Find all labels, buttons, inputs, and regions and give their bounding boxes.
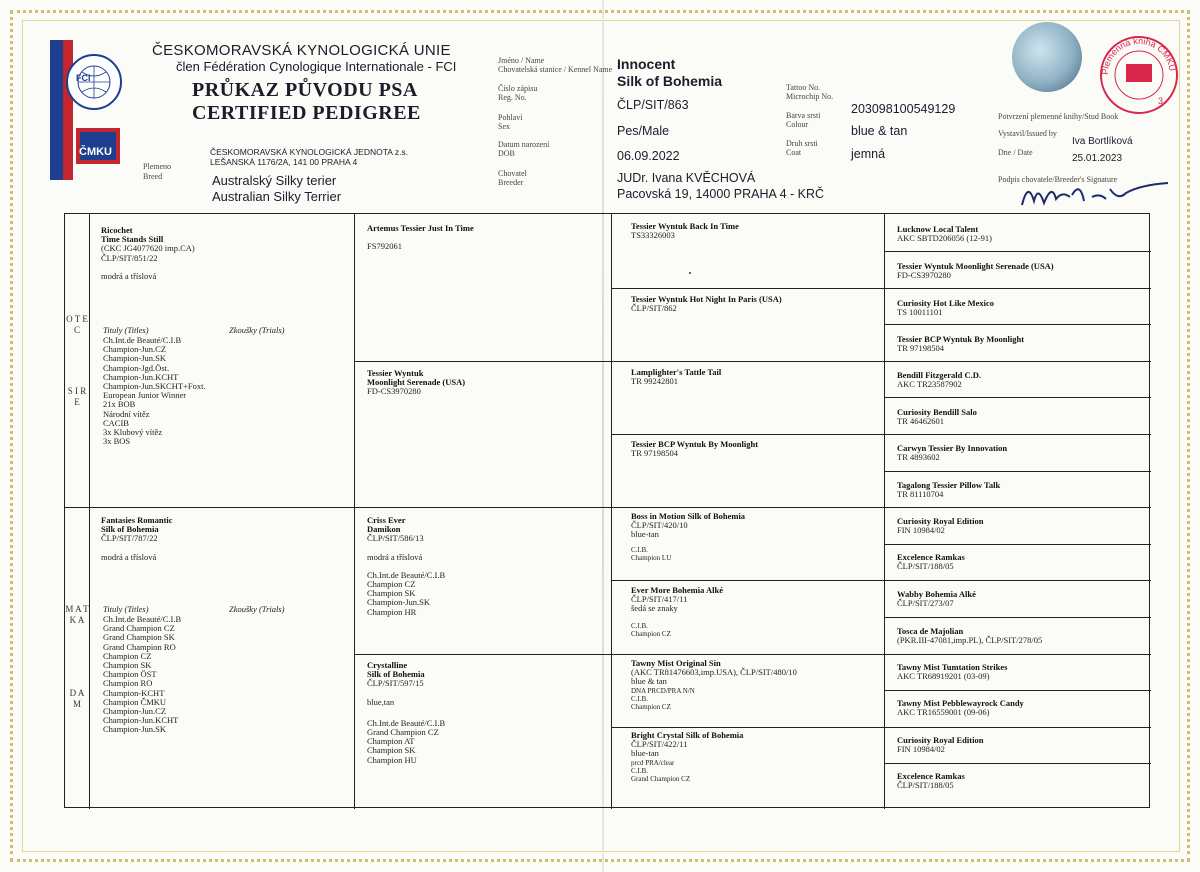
stamp-text: Plemenná kniha ČMKU xyxy=(1099,35,1178,76)
g4-reg: TR 4893602 xyxy=(897,452,940,463)
dam-title: Grand Champion RO xyxy=(103,641,176,652)
dam-cell xyxy=(101,516,173,562)
dam-title: Champion ČMKU xyxy=(103,696,167,707)
sire-side-cz: O T E C xyxy=(66,314,88,335)
sire-title: Champion-Jun.CZ xyxy=(103,344,167,355)
dam-title: Champion-Jun.KCHT xyxy=(103,715,179,726)
sire-title: Národní vítěz xyxy=(103,408,150,419)
g4-cell xyxy=(897,590,976,608)
grandsire-ss xyxy=(367,224,474,251)
title-cz: PRŮKAZ PŮVODU PSA xyxy=(192,79,418,101)
g4-cell xyxy=(897,553,965,571)
dam-title: Champion RO xyxy=(103,678,153,689)
breeder-label-en: Breeder xyxy=(498,178,524,187)
g4-cell xyxy=(897,335,1024,353)
g4-reg: AKC TR16559001 (09-06) xyxy=(897,707,990,718)
date-label: Dne / Date xyxy=(998,148,1033,157)
g3-reg: TR 99242801 xyxy=(631,376,678,387)
g3-colour: blue & tan xyxy=(631,676,667,687)
kennel-label: Chovatelská stanice / Kennel Name xyxy=(498,65,613,74)
sire-titles-label: Tituly (Titles) xyxy=(103,325,149,335)
sire-cell xyxy=(101,226,195,281)
g3-reg: TR 97198504 xyxy=(631,448,678,459)
dob-label-en: DOB xyxy=(498,149,515,158)
breeder-label-cz: Chovatel xyxy=(498,169,527,178)
jednota-name: ČESKOMORAVSKÁ KYNOLOGICKÁ JEDNOTA z.s. xyxy=(210,147,409,157)
g3-name: Tessier Wyntuk Hot Night In Paris (USA) xyxy=(631,294,782,304)
g2-title: Champion HR xyxy=(367,606,417,617)
g3-cell xyxy=(631,659,797,711)
g2-title: Champion HU xyxy=(367,754,417,765)
g4-cell xyxy=(897,371,981,389)
sire-title: Champion-Jun.SK xyxy=(103,353,167,364)
g2-title: Ch.Int.de Beauté/C.I.B xyxy=(367,569,446,580)
coat-label-cz: Druh srsti xyxy=(786,139,818,148)
g3-name: Tessier Wyntuk Back In Time xyxy=(631,221,739,231)
g2-title: Grand Champion CZ xyxy=(367,727,439,738)
g4-cell xyxy=(897,699,1024,717)
g3-reg: ČLP/SIT/420/10 xyxy=(631,520,688,531)
g4-cell xyxy=(897,408,977,426)
reg-label-cz: Číslo zápisu xyxy=(498,84,538,93)
logo-fci-text: FCI xyxy=(76,73,91,83)
logo-cmku-text: ČMKU xyxy=(79,146,112,158)
dog-name-line2: Silk of Bohemia xyxy=(617,73,723,89)
dam-titles-list xyxy=(103,615,181,735)
g2-name: Damikon xyxy=(367,524,401,535)
g2-title: Champion-Jun.SK xyxy=(367,597,431,608)
dam-side-cz: M A T K A xyxy=(65,604,89,625)
g4-reg: ČLP/SIT/188/05 xyxy=(897,780,954,791)
dob-label-cz: Datum narození xyxy=(498,140,550,149)
dam-title: Champion ÖST xyxy=(103,669,157,680)
g3-title: C.I.B. xyxy=(631,694,648,703)
g4-reg: TR 46462601 xyxy=(897,416,944,427)
g3-reg: ČLP/SIT/862 xyxy=(631,303,677,314)
g4-name: Tessier BCP Wyntuk By Moonlight xyxy=(897,334,1025,344)
g4-reg: ČLP/SIT/273/07 xyxy=(897,598,954,609)
date-value: 25.01.2023 xyxy=(1072,153,1123,164)
dam-name-1: Fantasies Romantic xyxy=(101,515,173,525)
g3-title: C.I.B. xyxy=(631,766,648,775)
stamp-number: 3 xyxy=(1158,96,1164,106)
g4-reg: TR 97198504 xyxy=(897,343,944,354)
g3-cell xyxy=(631,295,782,313)
dam-title: Champion-KCHT xyxy=(103,687,165,698)
fci-cmku-logo-icon xyxy=(50,40,125,180)
g4-name: Wabby Bohemia Alké xyxy=(897,589,976,599)
pedigree-table xyxy=(64,213,1150,808)
sire-title: Champion-Jgd.Öst. xyxy=(103,362,170,373)
g4-cell xyxy=(897,225,992,243)
coat-label-en: Coat xyxy=(786,148,802,157)
g4-reg: FIN 10984/02 xyxy=(897,744,945,755)
g3-cell xyxy=(631,512,745,562)
g4-name: Curiosity Hot Like Mexico xyxy=(897,298,995,308)
breeder-signature-icon xyxy=(1000,175,1170,213)
g4-name: Tessier Wyntuk Moonlight Serenade (USA) xyxy=(897,261,1054,271)
dam-trials-label: Zkoušky (Trials) xyxy=(229,604,285,614)
g3-reg: ČLP/SIT/422/11 xyxy=(631,739,688,750)
mark-dot xyxy=(689,272,691,274)
sex-label-cz: Pohlaví xyxy=(498,113,523,122)
g4-reg: AKC TR68919201 (03-09) xyxy=(897,671,990,682)
g3-title: C.I.B. xyxy=(631,545,648,554)
sire-reg2: ČLP/SIT/851/22 xyxy=(101,252,158,263)
hologram-seal-icon xyxy=(1012,22,1082,92)
g4-name: Bendill Fitzgerald C.D. xyxy=(897,370,982,380)
dam-titles-label: Tituly (Titles) xyxy=(103,604,149,614)
g4-reg: (PKR.III-47081,imp.PL), ČLP/SIT/278/05 xyxy=(897,635,1043,646)
org-subtitle: člen Fédération Cynologique Internationale - FCI xyxy=(176,59,457,74)
sire-title: 3x BOS xyxy=(103,436,131,447)
g3-colour: blue-tan xyxy=(631,748,659,759)
g4-name: Tawny Mist Pebblewayrock Candy xyxy=(897,698,1024,708)
g2-name: Moonlight Serenade (USA) xyxy=(367,377,466,388)
sire-title: 3x Klubový vítěz xyxy=(103,427,163,438)
dam-side-en: D A M xyxy=(69,688,85,709)
g4-name: Excelence Ramkas xyxy=(897,552,965,562)
colour-value: blue & tan xyxy=(851,124,908,138)
org-name: ČESKOMORAVSKÁ KYNOLOGICKÁ UNIE xyxy=(152,42,451,59)
g4-cell xyxy=(897,736,983,754)
dam-title: Grand Champion SK xyxy=(103,632,175,643)
g2-name: Silk of Bohemia xyxy=(367,669,425,680)
g4-cell xyxy=(897,444,1007,462)
g4-cell xyxy=(897,481,1000,499)
breed-label-cz: Plemeno xyxy=(143,162,171,171)
issued-by-label: Vystavil/Issued by xyxy=(998,129,1057,138)
breeder-name: JUDr. Ivana KVĚCHOVÁ xyxy=(617,171,756,185)
g4-name: Curiosity Bendill Salo xyxy=(897,407,977,417)
g3-cell xyxy=(631,368,721,386)
g2-colour: modrá a tříslová xyxy=(367,551,423,562)
sire-colour: modrá a tříslová xyxy=(101,270,157,281)
sire-title: CACIB xyxy=(103,417,129,428)
studbook-stamp-icon xyxy=(1098,34,1180,116)
granddam-sd xyxy=(367,369,465,397)
g2-title: Champion CZ xyxy=(367,579,416,590)
g3-name: Ever More Bohemia Alké xyxy=(631,585,723,595)
g3-cell xyxy=(631,440,758,458)
g4-reg: AKC TR23587902 xyxy=(897,379,962,390)
g4-name: Curiosity Royal Edition xyxy=(897,735,984,745)
g4-reg: TS 10011101 xyxy=(897,307,943,318)
breed-cz: Australský Silky terier xyxy=(212,173,337,188)
g3-reg: ČLP/SIT/417/11 xyxy=(631,594,688,605)
breeder-address: Pacovská 19, 14000 PRAHA 4 - KRČ xyxy=(617,187,825,201)
logo-ring-text xyxy=(30,190,53,191)
g3-title: C.I.B. xyxy=(631,621,648,630)
jednota-address: LEŠANSKÁ 1176/2A, 141 00 PRAHA 4 xyxy=(210,157,358,167)
dam-title: Champion-Jun.SK xyxy=(103,724,167,735)
sire-title: Champion-Jun.SKCHT+Foxt. xyxy=(103,381,206,392)
g2-title: Champion SK xyxy=(367,588,416,599)
g3-title: Champion CZ xyxy=(631,629,671,638)
g2-name: Crystalline xyxy=(367,660,408,670)
colour-label-cz: Barva srsti xyxy=(786,111,821,120)
breed-en: Australian Silky Terrier xyxy=(212,189,342,204)
g4-cell xyxy=(897,517,983,535)
sex-label-en: Sex xyxy=(498,122,510,131)
dam-name-2: Silk of Bohemia xyxy=(101,524,159,535)
g3-reg: TS33326003 xyxy=(631,230,675,241)
g3-cell xyxy=(631,731,743,783)
sire-name-2: Time Stands Still xyxy=(101,234,164,245)
sire-trials-label: Zkoušky (Trials) xyxy=(229,325,285,335)
sex-value: Pes/Male xyxy=(617,124,670,138)
coat-value: jemná xyxy=(851,147,886,161)
breed-label-en: Breed xyxy=(143,172,163,181)
g4-cell xyxy=(897,299,994,317)
g3-title: Grand Champion CZ xyxy=(631,774,691,783)
g4-name: Curiosity Royal Edition xyxy=(897,516,984,526)
dog-name-line1: Innocent xyxy=(617,56,676,72)
title-en: CERTIFIED PEDIGREE xyxy=(192,102,421,124)
issued-by-value: Iva Bortlíková xyxy=(1072,136,1133,147)
reg-label-en: Reg. No. xyxy=(498,93,527,102)
g2-reg: ČLP/SIT/586/13 xyxy=(367,533,424,544)
g3-title: prcd PRA/clear xyxy=(631,758,675,767)
tattoo-label: Tattoo No. xyxy=(786,83,821,92)
dob-value: 06.09.2022 xyxy=(617,149,680,163)
microchip-label: Microchip No. xyxy=(786,92,834,101)
sire-side-en: S I R E xyxy=(67,386,87,407)
g3-name: Tessier BCP Wyntuk By Moonlight xyxy=(631,439,759,449)
dam-title: Champion SK xyxy=(103,660,152,671)
g2-name: Criss Ever xyxy=(367,515,406,525)
signature-label: Podpis chovatele/Breeder's Signature xyxy=(998,175,1118,184)
g2-title: Ch.Int.de Beauté/C.I.B xyxy=(367,717,446,728)
g2-name: Artemus Tessier Just In Time xyxy=(367,223,474,233)
g4-name: Tosca de Majolian xyxy=(897,626,964,636)
g4-reg: AKC SBTD206056 (12-91) xyxy=(897,233,992,244)
g4-name: Lucknow Local Talent xyxy=(897,224,979,234)
g4-cell xyxy=(897,627,1042,645)
reg-value: ČLP/SIT/863 xyxy=(617,98,689,112)
g2-reg: FD-CS3970280 xyxy=(367,386,421,397)
g4-name: Tagalong Tessier Pillow Talk xyxy=(897,480,1001,490)
g3-name: Tawny Mist Original Sin xyxy=(631,658,721,668)
g4-reg: ČLP/SIT/188/05 xyxy=(897,561,954,572)
sire-title: Champion-Jun.KCHT xyxy=(103,371,179,382)
grandsire-ds xyxy=(367,516,445,617)
g3-name: Bright Crystal Silk of Bohemia xyxy=(631,730,744,740)
g3-name: Lamplighter's Tattle Tail xyxy=(631,367,722,377)
g2-colour: blue,tan xyxy=(367,696,395,707)
g4-name: Carwyn Tessier By Innovation xyxy=(897,443,1008,453)
dam-title: Grand Champion CZ xyxy=(103,623,175,634)
g4-name: Excelence Ramkas xyxy=(897,771,965,781)
g4-cell xyxy=(897,772,965,790)
chip-value: 203098100549129 xyxy=(851,102,956,116)
dam-colour: modrá a tříslová xyxy=(101,551,157,562)
sire-title: 21x BOB xyxy=(103,399,136,410)
g4-name: Tawny Mist Tumtation Strikes xyxy=(897,662,1008,672)
g3-title: DNA PRCD/PRA N/N xyxy=(631,686,695,695)
dam-reg: ČLP/SIT/787/22 xyxy=(101,533,158,544)
g4-reg: FD-CS3970280 xyxy=(897,270,951,281)
g3-reg: (AKC TR81476603,imp.USA), ČLP/SIT/480/10 xyxy=(631,667,797,678)
g4-cell xyxy=(897,262,1054,280)
sire-title: Ch.Int.de Beauté/C.I.B xyxy=(103,335,182,345)
g3-colour: blue-tan xyxy=(631,529,659,540)
g4-reg: FIN 10984/02 xyxy=(897,525,945,536)
g2-title: Champion AT xyxy=(367,736,415,747)
sire-titles-list xyxy=(103,336,206,446)
g2-reg: FS792061 xyxy=(367,241,402,252)
g3-cell xyxy=(631,222,739,240)
granddam-dd xyxy=(367,661,445,765)
studbook-label: Potvrzení plemenné knihy/Stud Book xyxy=(998,112,1119,121)
name-label: Jméno / Name xyxy=(498,56,545,65)
sire-name-1: Ricochet xyxy=(101,225,133,235)
colour-label-en: Colour xyxy=(786,120,809,129)
g2-title: Champion SK xyxy=(367,745,416,756)
sire-title: European Junior Winner xyxy=(103,390,187,401)
g3-title: Champion CZ xyxy=(631,702,671,711)
g3-name: Boss in Motion Silk of Bohemia xyxy=(631,511,746,521)
g2-name: Tessier Wyntuk xyxy=(367,368,424,378)
g4-cell xyxy=(897,663,1007,681)
sire-reg: (CKC JG4077620 imp.CA) xyxy=(101,243,195,254)
g3-cell xyxy=(631,586,723,638)
g4-reg: TR 81110704 xyxy=(897,489,944,500)
dam-title: Ch.Int.de Beauté/C.I.B xyxy=(103,614,182,624)
dam-title: Champion-Jun.CZ xyxy=(103,706,167,717)
g3-title: Champion LU xyxy=(631,553,672,562)
g2-reg: ČLP/SIT/597/15 xyxy=(367,678,424,689)
g3-colour: šedá se znaky xyxy=(631,603,678,614)
dam-title: Champion CZ xyxy=(103,650,152,661)
